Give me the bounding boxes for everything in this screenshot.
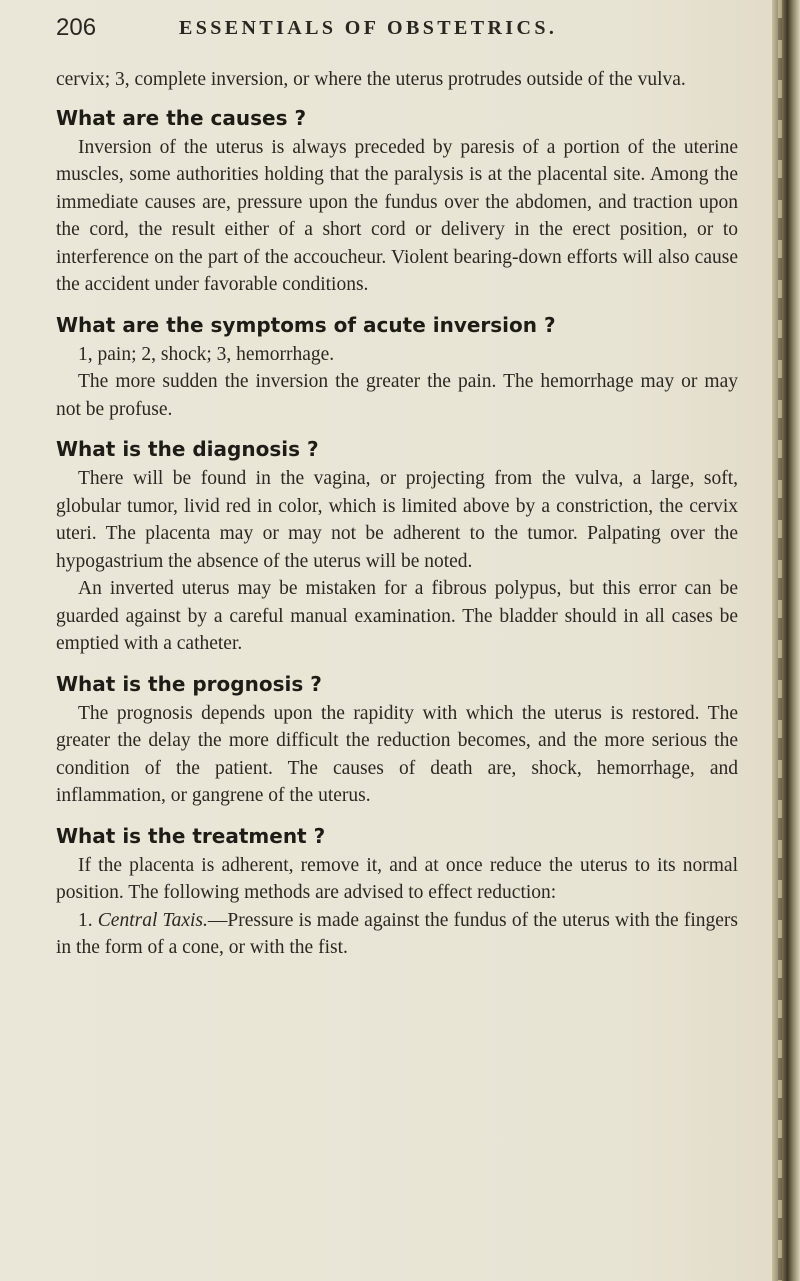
paragraph-symptoms-list: 1, pain; 2, shock; 3, hemorrhage. xyxy=(78,343,335,365)
running-title: ESSENTIALS OF OBSTETRICS. xyxy=(179,17,558,39)
treatment-item-term: Central Taxis. xyxy=(97,909,208,931)
question-diagnosis: What is the diagnosis ? xyxy=(56,437,319,461)
question-prognosis: What is the prognosis ? xyxy=(56,671,322,696)
continuation-paragraph: cervix; 3, complete inversion, or where the uterus protrudes outside of the vulva. xyxy=(56,69,686,90)
paragraph-diagnosis: There will be found in the vagina, or projecting from the vulva, a large, soft, globular tumor, livid red in color, which is limited above by a constriction, the cervix uteri. The placenta may or may not be adherent to the tumor. Palpating over the hypogastrium the absence of the uterus will be noted. xyxy=(56,468,738,572)
paragraph-symptoms: The more sudden the inversion the greater the pain. The hemorrhage may or may not be profuse. xyxy=(56,371,738,420)
paragraph-treatment: If the placenta is adherent, remove it, and at once reduce the uterus to its normal position. The following methods are advised to effect reduction: xyxy=(56,854,738,903)
paragraph-causes: Inversion of the uterus is always preceded by paresis of a portion of the uterine muscles, some authorities holding that the paralysis is at the placental site. Among the immediate causes are, pressure upon the fundus over the abdomen, and traction upon the cord, the result either of a short cord or delivery in the erect position, or to interference on the part of the accoucheur. Violent bearing-down efforts will also cause the accident under favorable conditions. xyxy=(56,136,738,295)
page-number: 206 xyxy=(56,14,97,41)
treatment-item-text: —Pressure is made against the fundus of the uterus with the fingers in the form of a cone, or with the fist. xyxy=(56,909,738,958)
page-content xyxy=(56,66,738,962)
question-symptoms: What are the symptoms of acute inversion ? xyxy=(56,312,556,337)
question-treatment: What is the treatment ? xyxy=(56,823,326,848)
page-edge xyxy=(772,0,800,1281)
question-causes: What are the causes ? xyxy=(56,105,307,130)
paragraph-prognosis: The prognosis depends upon the rapidity with which the uterus is restored. The greater the delay the more difficult the reduction becomes, and the more serious the condition of the patient. The causes of death are, shock, hemorrhage, and inflammation, or gangrene of the uterus. xyxy=(56,702,738,806)
running-head xyxy=(56,14,746,50)
paragraph-diagnosis-polypus: An inverted uterus may be mistaken for a fibrous polypus, but this error can be guarded against by a careful manual examination. The bladder should in all cases be emptied with a catheter. xyxy=(56,578,738,654)
treatment-item-central-taxis xyxy=(56,907,738,962)
treatment-item-number: 1. xyxy=(78,909,93,931)
